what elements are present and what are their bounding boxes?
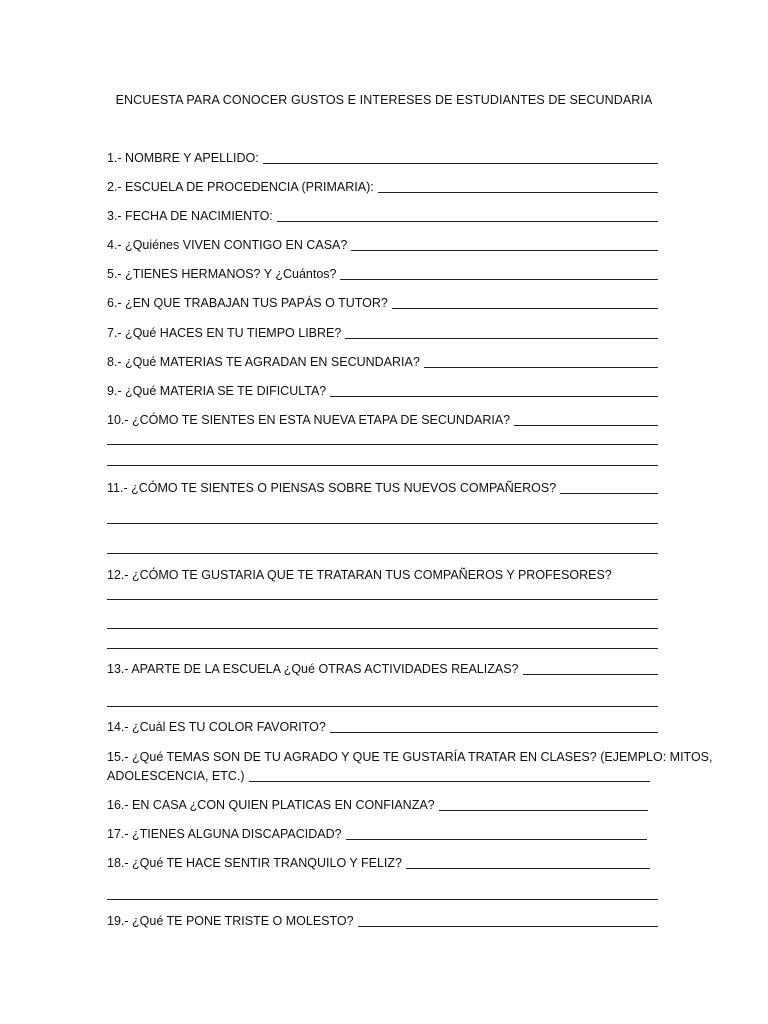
- answer-line[interactable]: [330, 731, 658, 733]
- question-label: 6.- ¿EN QUE TRABAJAN TUS PAPÁS O TUTOR?: [107, 296, 388, 310]
- question-label: 8.- ¿Qué MATERIAS TE AGRADAN EN SECUNDARIA?: [107, 355, 420, 369]
- answer-line[interactable]: [107, 465, 658, 466]
- answer-line[interactable]: [392, 307, 658, 309]
- answer-line[interactable]: [514, 424, 658, 426]
- answer-line[interactable]: [346, 838, 647, 840]
- answer-line[interactable]: [107, 553, 658, 554]
- answer-line[interactable]: [523, 673, 659, 675]
- answer-line[interactable]: [107, 444, 658, 445]
- question-2: [107, 179, 658, 195]
- question-label: 19.- ¿Qué TE PONE TRISTE O MOLESTO?: [107, 914, 354, 928]
- answer-line[interactable]: [351, 249, 658, 251]
- answer-line[interactable]: [439, 809, 648, 811]
- question-17: [107, 826, 647, 842]
- question-14: [107, 719, 658, 735]
- answer-line[interactable]: [107, 599, 658, 600]
- question-label: 1.- NOMBRE Y APELLIDO:: [107, 151, 259, 165]
- answer-line[interactable]: [424, 366, 658, 368]
- question-label: 10.- ¿CÓMO TE SIENTES EN ESTA NUEVA ETAPA DE SECUNDARIA?: [107, 413, 511, 427]
- answer-line[interactable]: [107, 706, 658, 707]
- answer-line[interactable]: [107, 648, 658, 649]
- question-7: [107, 325, 658, 341]
- answer-line[interactable]: [340, 278, 658, 280]
- question-label: 9.- ¿Qué MATERIA SE TE DIFICULTA?: [107, 384, 327, 398]
- question-label: 7.- ¿Qué HACES EN TU TIEMPO LIBRE?: [107, 326, 342, 340]
- question-label: 11.- ¿CÓMO TE SIENTES O PIENSAS SOBRE TUS NUEVOS COMPAÑEROS?: [107, 481, 557, 495]
- question-label: 5.- ¿TIENES HERMANOS? Y ¿Cuántos?: [107, 267, 337, 281]
- question-9: [107, 383, 658, 399]
- question-19: [107, 913, 658, 929]
- answer-line[interactable]: [263, 162, 658, 164]
- question-16: [107, 797, 648, 813]
- question-6: [107, 295, 658, 311]
- answer-line[interactable]: [249, 780, 650, 782]
- question-3: [107, 208, 658, 224]
- answer-line[interactable]: [406, 867, 650, 869]
- question-10: [107, 412, 658, 428]
- question-label: ADOLESCENCIA, ETC.): [107, 769, 245, 783]
- answer-line[interactable]: [107, 899, 658, 900]
- answer-line[interactable]: [560, 492, 658, 494]
- question-18: [107, 855, 650, 871]
- question-label: 18.- ¿Qué TE HACE SENTIR TRANQUILO Y FELIZ?: [107, 856, 402, 870]
- question-label: 16.- EN CASA ¿CON QUIEN PLATICAS EN CONFIANZA?: [107, 798, 435, 812]
- question-label: 13.- APARTE DE LA ESCUELA ¿Qué OTRAS ACTIVIDADES REALIZAS?: [107, 662, 519, 676]
- question-4: [107, 237, 658, 253]
- question-8: [107, 354, 658, 370]
- answer-line[interactable]: [378, 191, 658, 193]
- question-11: [107, 480, 658, 496]
- question-label: 14.- ¿Cuál ES TU COLOR FAVORITO?: [107, 720, 326, 734]
- question-label: 4.- ¿Quiénes VIVEN CONTIGO EN CASA?: [107, 238, 348, 252]
- answer-line[interactable]: [107, 523, 658, 524]
- question-label: 2.- ESCUELA DE PROCEDENCIA (PRIMARIA):: [107, 180, 374, 194]
- question-13: [107, 661, 658, 677]
- question-12: 12.- ¿CÓMO TE GUSTARIA QUE TE TRATARAN TUS COMPAÑEROS Y PROFESORES?: [107, 568, 612, 582]
- answer-line[interactable]: [330, 395, 658, 397]
- question-15-continued: [107, 768, 650, 784]
- question-label: 17.- ¿TIENES ALGUNA DISCAPACIDAD?: [107, 827, 342, 841]
- question-label: 3.- FECHA DE NACIMIENTO:: [107, 209, 273, 223]
- question-15: 15.- ¿Qué TEMAS SON DE TU AGRADO Y QUE TE GUSTARÍA TRATAR EN CLASES? (EJEMPLO: MITOS,: [107, 750, 713, 764]
- answer-line[interactable]: [358, 925, 658, 927]
- answer-line[interactable]: [345, 337, 658, 339]
- page-title: ENCUESTA PARA CONOCER GUSTOS E INTERESES DE ESTUDIANTES DE SECUNDARIA: [115, 93, 653, 107]
- answer-line[interactable]: [107, 628, 658, 629]
- answer-line[interactable]: [277, 220, 658, 222]
- question-1: [107, 150, 658, 166]
- question-5: [107, 266, 658, 282]
